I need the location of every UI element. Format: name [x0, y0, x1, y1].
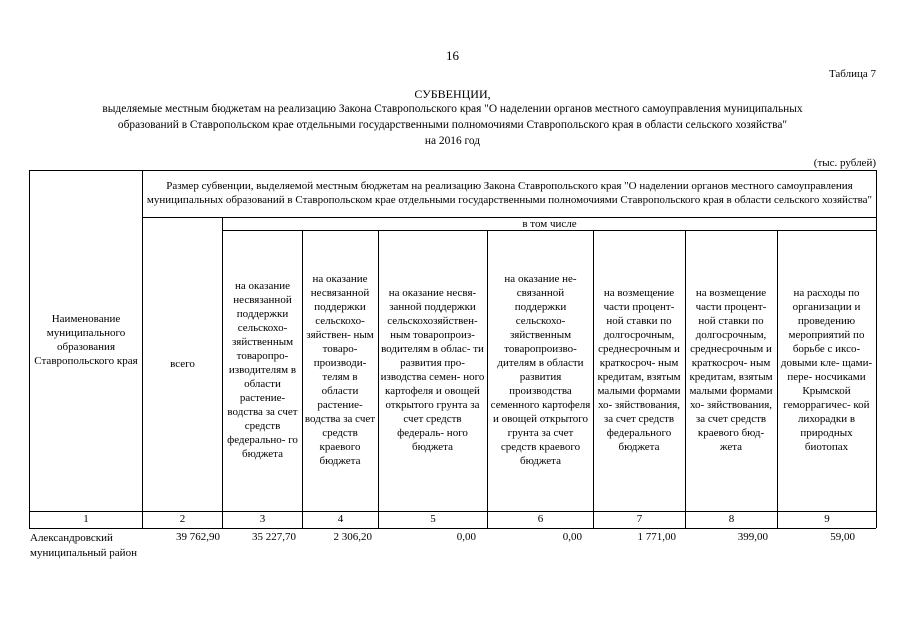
row-value-col-6: 0,00	[562, 531, 582, 543]
row-municipality-name: Александровский муниципальный район	[30, 532, 137, 559]
header-total: всего	[170, 357, 195, 370]
subtitle-line-3: на 2016 год	[424, 135, 481, 147]
header-subsidy-size: Размер субвенции, выделяемой местным бюджетам на реализацию Закона Ставропольского края "О наделении органов местного самоуправления муниципальных образований в Ставропольском крае отдельными государственными полномочиями Ставропольского края в области сельского хозяйства"	[146, 180, 873, 206]
column-number-9: 9	[824, 513, 830, 525]
document-title: СУБВЕНЦИИ,	[414, 87, 491, 101]
header-col-8: на возмещение части процент- ной ставки по долгосрочным, среднесрочным и краткосроч- ным кредитам, взятым малыми формами хо- зяйствования, за счет средств краевого бюд- жета	[689, 287, 773, 453]
subtitle-line-1: выделяемые местным бюджетам на реализацию Закона Ставропольского края "О наделении органов местного самоуправления муниципальных	[102, 103, 803, 115]
column-number-1: 1	[83, 513, 89, 525]
column-number-2: 2	[179, 513, 186, 525]
header-col-7: на возмещение части процент- ной ставки по долгосрочным, среднесрочным и краткосроч- ным кредитам, взятым малыми формами хо- зяйствования, за счет средств федерального бюджета	[597, 287, 681, 453]
header-municipality-name: Наименование муниципального образования Ставропольского края	[34, 313, 138, 367]
row-value-col-8: 399,00	[737, 531, 768, 543]
column-number-8: 8	[728, 513, 735, 525]
column-number-7: 7	[636, 513, 643, 525]
header-col-6: на оказание не- связанной поддержки сельскохо- зяйственным товаропроизво- дителям в области развития производства семенного картофеля и овощей открытого грунта за счет средств краевого бюджета	[490, 273, 591, 467]
header-col-9: на расходы по организации и проведению мероприятий по борьбе с иксо- довыми кле- щами-пере- носчиками Крымской геморрагичес- кой лихорадки в природных биотопах	[780, 287, 873, 453]
header-col-4: на оказание несвязанной поддержки сельскохо- зяйствен- ным товаро- производи- телям в области растение- водства за счет средств краевого бюджета	[304, 273, 376, 467]
row-value-col-9: 59,00	[830, 531, 855, 543]
header-col-5: на оказание несвя- занной поддержки сельскохозяйствен- ным товаропроиз- водителям в облас- ти развития про- изводства семен- ного картофеля и овощей открытого грунта за счет средств федераль- ного бюджета	[380, 287, 485, 453]
row-value-col-7: 1 771,00	[637, 531, 676, 543]
column-number-3: 3	[259, 513, 266, 525]
column-number-4: 4	[337, 513, 344, 525]
header-including: в том числе	[522, 218, 577, 230]
row-value-col-4: 2 306,20	[333, 531, 372, 543]
row-value-col-3: 35 227,70	[252, 531, 296, 543]
subtitle-line-2: образований в Ставропольском крае отдельными государственными полномочиями Ставропольского края в области сельского хозяйства"	[117, 119, 788, 131]
row-value-col-5: 0,00	[456, 531, 476, 543]
page-number: 16	[446, 48, 459, 63]
row-value-total: 39 762,90	[176, 531, 220, 543]
column-number-5: 5	[430, 513, 436, 525]
header-col-3: на оказание несвязанной поддержки сельскохо- зяйственным товаропро- изводителям в области растение- водства за счет средств федерально- го бюджета	[227, 280, 298, 460]
units-label: (тыс. рублей)	[813, 157, 876, 169]
table-label: Таблица 7	[828, 68, 876, 80]
column-number-6: 6	[537, 513, 544, 525]
